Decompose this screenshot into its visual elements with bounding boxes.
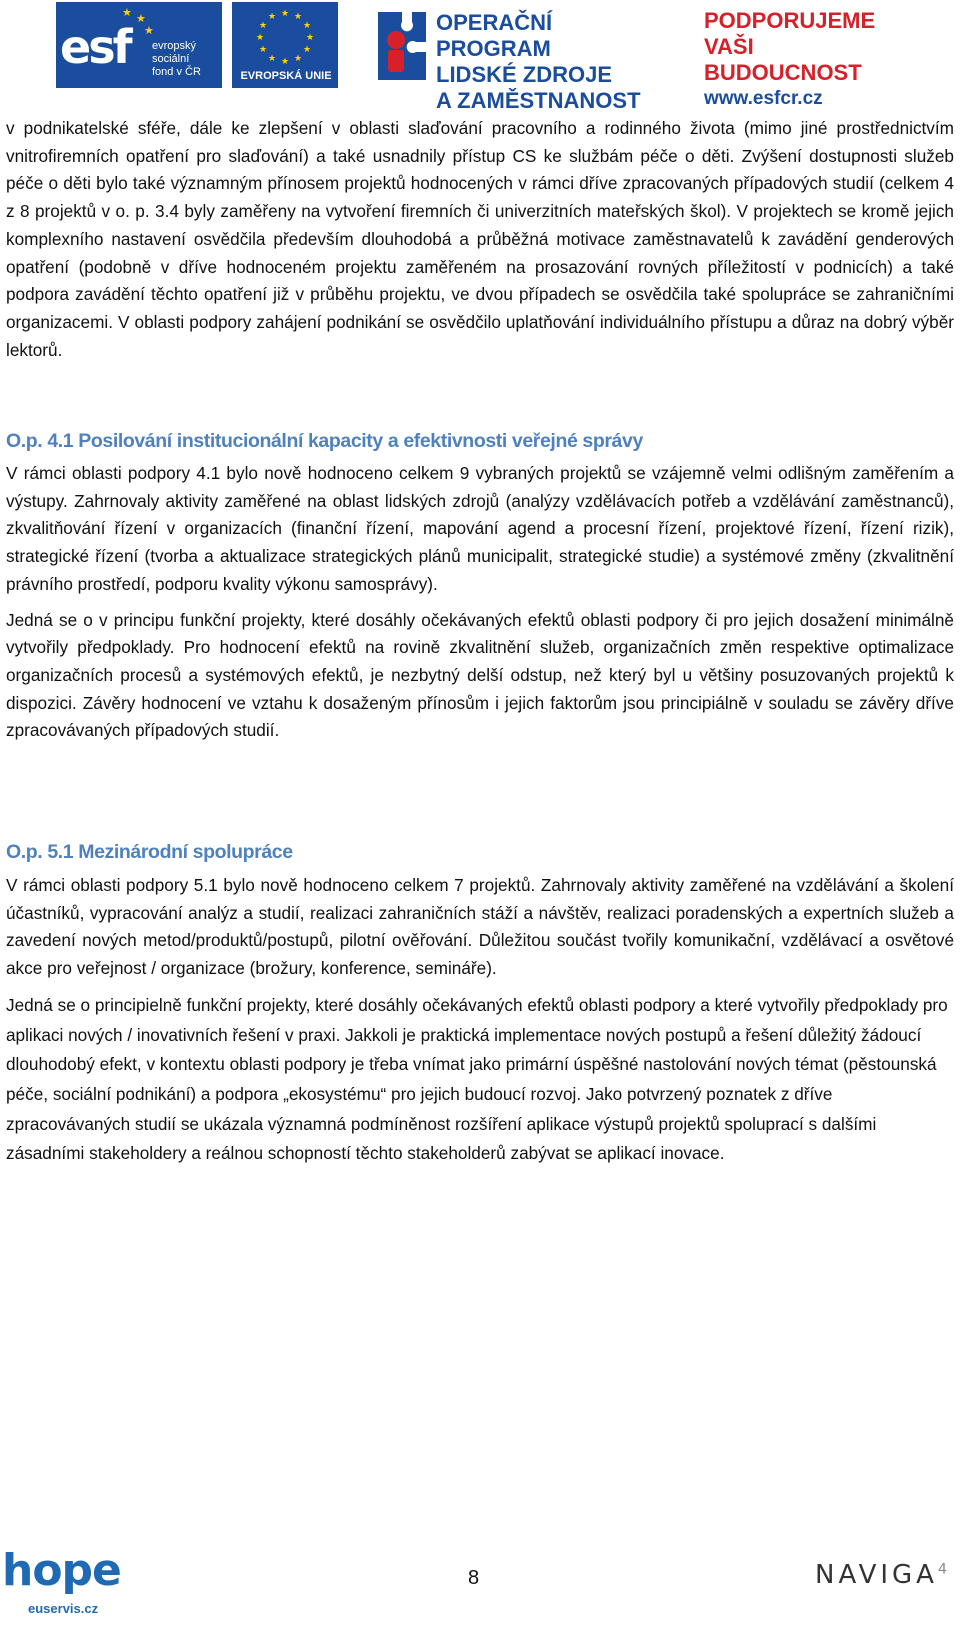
hope-logo-word: hope: [2, 1545, 121, 1596]
svg-text:★: ★: [258, 21, 268, 31]
star-icon: ★: [136, 12, 146, 25]
eu-logo: [232, 2, 338, 88]
svg-text:★: ★: [280, 9, 290, 19]
section-5-1-paragraph-1: V rámci oblasti podpory 5.1 bylo nově hodnoceno celkem 7 projektů. Zahrnovaly aktivity zaměřené na vzdělávání a školení účastníků, vypracování analýz a studií, realizaci zahraničních stáží a návštěv, realizaci poradenských a expertních služeb a zavedení nových metod/produktů/postupů, pilotní ověřování. Důležitou součást tvořily komunikační, vzdělávací a osvětové akce pro veřejnost / organizace (brožury, konference, semináře).: [6, 875, 954, 979]
paragraph-spacer: [6, 983, 954, 991]
eu-label: EVROPSKÁ UNIE: [240, 70, 332, 82]
section-heading-4-1: O.p. 4.1 Posilování institucionální kapacity a efektivnosti veřejné správy: [6, 430, 643, 452]
op-lzz-logo: [372, 2, 672, 113]
intro-paragraph: v podnikatelské sféře, dále ke zlepšení v oblasti slaďování pracovního a rodinného života (mimo jiné prostřednictvím vnitrofiremních opatření pro slaďování) a také usnadnily přístup CS ke službám péče o děti. Zvýšení dostupnosti služeb péče o děti bylo také významným přínosem projektů hodnocených v rámci dříve zpracovaných případových studií (celkem 4 z 8 projektů v o. p. 3.4 byly zaměřeny na vytvoření firemních či univerzitních mateřských škol). V projektech se kromě jejich komplexního nastavení osvědčila především dlouhodobá a průběžná motivace zaměstnavatelů k zavádění genderových opatření (podobně v dříve hodnoceném projektu zaměřeném na prosazování rovných příležitostí v podnicích) a také podpora zavádění těchto opatření již v průběhu projektu, ve dvou případech se osvědčila také spolupráce se zahraničními organizacemi. V oblasti podpory zahájení podnikání se osvědčilo uplatňování individuálního přístupu a důraz na dobrý výběr lektorů.: [6, 118, 954, 360]
esf-mark: esf: [60, 20, 130, 74]
naviga-logo-superscript: 4: [937, 1561, 947, 1578]
eu-flag-icon: [242, 6, 328, 66]
svg-text:★: ★: [305, 33, 315, 43]
esf-logo: [56, 2, 222, 88]
hope-logo: [2, 1545, 122, 1629]
section-5-1-paragraph-2: Jedná se o principielně funkční projekty, které dosáhly očekávaných efektů oblasti podpory a které vytvořily předpoklady pro aplikaci nových / inovativních řešení v praxi. Jakkoli je praktická implementace nových postupů a řešení důležitý žádoucí dlouhodobý efekt, v kontextu oblasti podpory je třeba vnímat jako primární úspěšné nastolování nových témat (pěstounská péče, sociální podnikání) a podpora „ekosystému“ pro jejich budoucí rozvoj. Jako potvrzený poznatek z dříve zpracovávaných studií se ukázala významná podmíněnost rozšíření aplikace výstupů projektů spoluprací s dalšími zásadními stakeholdery a reálnou schopností těchto stakeholderů zabývat se aplikací inovace.: [6, 994, 948, 1164]
op-line1: OPERAČNÍ PROGRAM: [436, 10, 553, 61]
svg-text:★: ★: [293, 12, 303, 22]
svg-text:★: ★: [255, 33, 265, 43]
section-4-1-paragraph-1: V rámci oblasti podpory 4.1 bylo nově hodnoceno celkem 9 vybraných projektů se vzájemně velmi odlišným zaměřením a výstupy. Zahrnovaly aktivity zaměřené na oblast lidských zdrojů (analýzy vzdělávacích potřeb a vzdělávání zaměstnanců), zkvalitňování řízení v organizacích (finanční řízení, mapování agend a procesní řízení, projektové řízení, řízení rizik), strategické řízení (tvorba a aktualizace strategických plánů municipalit, strategické studie) a systémové změny (zkvalitnění právního prostředí, podporu kvality výkonu samosprávy).: [6, 463, 954, 594]
svg-text:★: ★: [302, 45, 312, 55]
section-5-1-body: [6, 872, 954, 1169]
paragraph-spacer: [6, 599, 954, 607]
intro-paragraph-block: [6, 115, 954, 364]
slogan-line1: PODPORUJEME: [704, 8, 876, 33]
section-4-1-body: [6, 460, 954, 745]
svg-text:★: ★: [302, 21, 312, 31]
section-4-1-paragraph-2: Jedná se o v principu funkční projekty, které dosáhly očekávaných efektů oblasti podpory či pro jejich dosažení minimálně vytvořily předpoklady. Pro hodnocení efektů na rovině zkvalitnění služeb, organizačních změn respektive optimalizace organizačních procesů a systémových efektů, je nezbytný delší odstup, než který byl u většiny posuzovaných projektů k dispozici. Závěry hodnocení ve vztahu k dosaženým přínosům i jejich faktorům jsou principiálně v souladu se závěry dříve zpracovávaných případových studií.: [6, 609, 954, 741]
esf-caption-line3: fond v ČR: [152, 66, 201, 78]
slogan-line2: VAŠI BUDOUCNOST: [704, 34, 862, 85]
svg-text:★: ★: [280, 57, 290, 66]
slogan-block: [704, 8, 904, 112]
hope-logo-sub: euservis.cz: [28, 1601, 99, 1616]
section-heading-5-1: O.p. 5.1 Mezinárodní spolupráce: [6, 841, 293, 863]
slogan-url: www.esfcr.cz: [704, 88, 823, 109]
op-lzz-title: [436, 10, 672, 114]
header-logo-strip: [0, 0, 960, 113]
esf-caption-line1: evropský: [152, 40, 197, 52]
star-icon: ★: [122, 6, 132, 19]
esf-caption-line2: sociální: [152, 53, 190, 65]
svg-text:★: ★: [258, 45, 268, 55]
svg-text:★: ★: [267, 54, 277, 64]
esf-caption: [152, 40, 222, 79]
svg-text:★: ★: [267, 12, 277, 22]
page-number: 8: [468, 1567, 480, 1589]
op-line3: A ZAMĚSTNANOST: [436, 88, 641, 113]
puzzle-icon: [372, 6, 432, 86]
naviga-logo-word: NAVIGA: [815, 1560, 938, 1590]
star-icon: ★: [144, 24, 154, 37]
svg-text:★: ★: [293, 54, 303, 64]
op-line2: LIDSKÉ ZDROJE: [436, 62, 613, 87]
naviga-logo: [815, 1560, 947, 1590]
